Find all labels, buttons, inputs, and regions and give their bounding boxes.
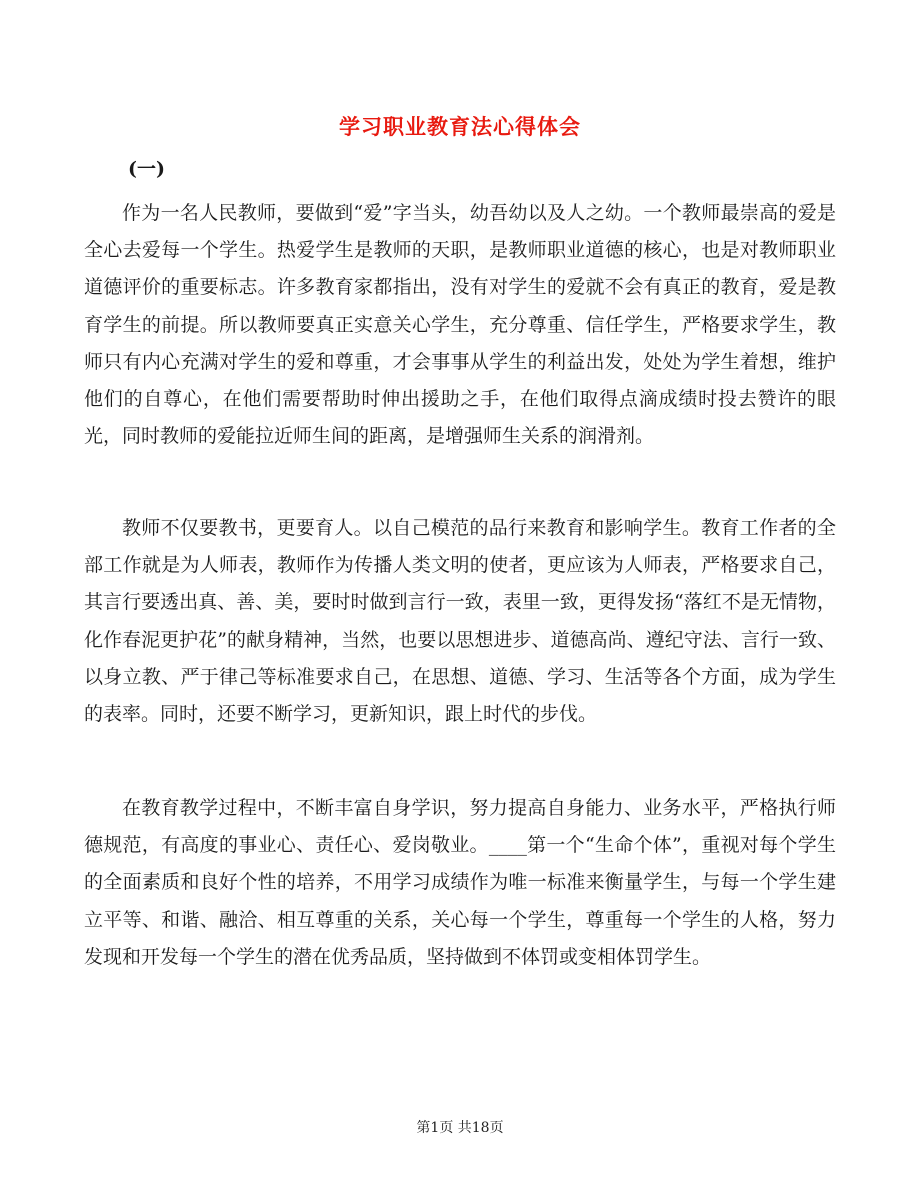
section-label: (一) [128,158,165,180]
page-footer: 第1页 共18页 [416,1120,504,1136]
document-title: 学习职业教育法心得体会 [339,114,581,139]
paragraph-2: 教师不仅要教书，更要育人。以自己模范的品行来教育和影响学生。教育工作者的全部工作就是为人师表，教师作为传播人类文明的使者，更应该为人师表，严格要求自己，其言行要透出真、善、美，要时时做到言行一致，表里一致，更得发扬“落红不是无情物，化作春泥更护花”的献身精神，当然，也要以思想进步、道德高尚、遵纪守法、言行一致、以身立教、严于律己等标准要求自己，在思想、道德、学习、生活等各个方面，成为学生的表率。同时，还要不断学习，更新知识，跟上时代的步伐。 [84,517,836,726]
paragraph-3: 在教育教学过程中，不断丰富自身学识，努力提高自身能力、业务水平，严格执行师德规范，有高度的事业心、责任心、爱岗敬业。____第一个“生命个体”，重视对每个学生的全面素质和良好个性的培养，不用学习成绩作为唯一标准来衡量学生，与每一个学生建立平等、和谐、融洽、相互尊重的关系，关心每一个学生，尊重每一个学生的人格，努力发现和开发每一个学生的潜在优秀品质，坚持做到不体罚或变相体罚学生。 [84,797,836,968]
paragraph-1: 作为一名人民教师，要做到“爱”字当头，幼吾幼以及人之幼。一个教师最崇高的爱是全心去爱每一个学生。热爱学生是教师的天职，是教师职业道德的核心，也是对教师职业道德评价的重要标志。许多教育家都指出，没有对学生的爱就不会有真正的教育，爱是教育学生的前提。所以教师要真正实意关心学生，充分尊重、信任学生，严格要求学生，教师只有内心充满对学生的爱和尊重，才会事事从学生的利益出发，处处为学生着想，维护他们的自尊心，在他们需要帮助时伸出援助之手，在他们取得点滴成绩时投去赞许的眼光，同时教师的爱能拉近师生间的距离，是增强师生关系的润滑剂。 [84,202,836,448]
